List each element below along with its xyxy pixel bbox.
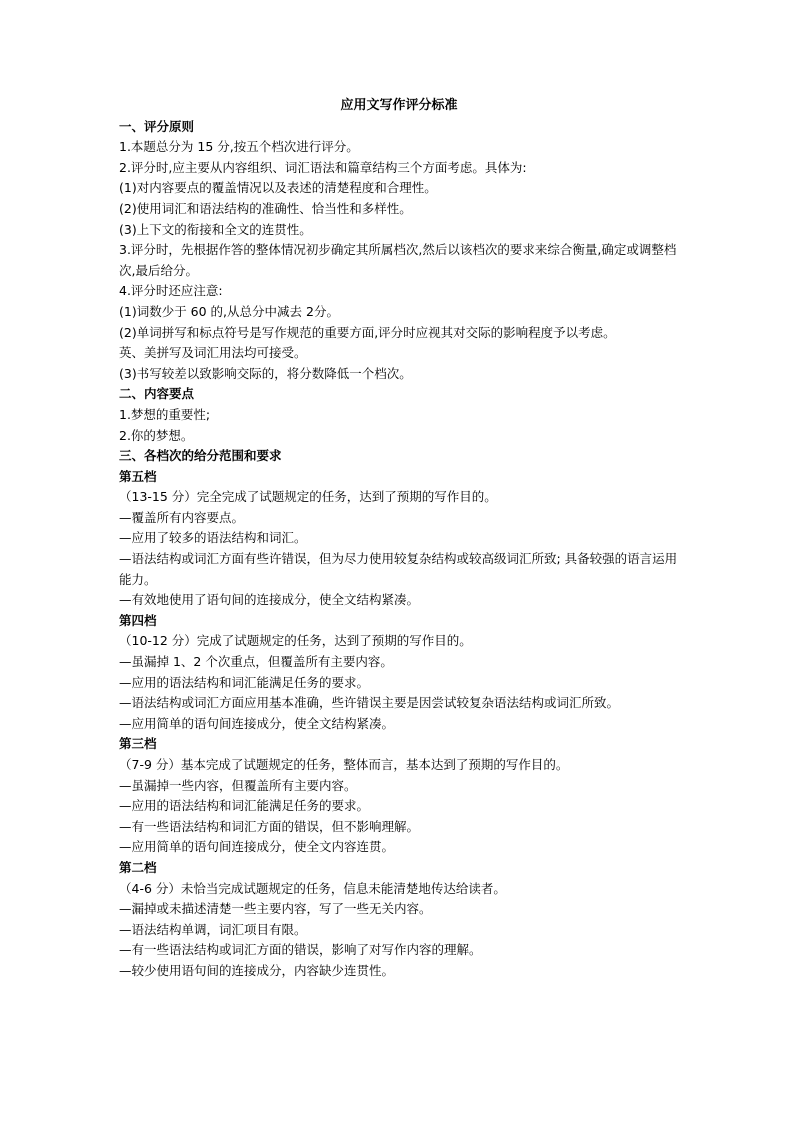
text-line: (3)上下文的衔接和全文的连贯性。 (119, 221, 312, 237)
text-line: （4-6 分）未恰当完成试题规定的任务，信息未能清楚地传达给读者。 (119, 880, 506, 896)
text-line: —有效地使用了语句间的连接成分，使全文结构紧凑。 (119, 592, 420, 608)
text-line: (1)对内容要点的覆盖情况以及表述的清楚程度和合理性。 (119, 180, 437, 196)
text-line: —漏掉或未描述清楚一些主要内容，写了一些无关内容。 (119, 901, 432, 917)
document-body (119, 117, 679, 982)
document-title: 应用文写作评分标准 (340, 98, 458, 113)
document-page (119, 96, 679, 982)
text-line: (1)词数少于 60 的,从总分中减去 2分。 (119, 303, 339, 319)
text-line: —较少使用语句间的连接成分，内容缺少连贯性。 (119, 962, 395, 978)
text-line: (2)单词拼写和标点符号是写作规范的重要方面,评分时应视其对交际的影响程度予以考虑。 (119, 324, 616, 340)
section-heading: 第四档 (119, 612, 157, 628)
text-line: 3.评分时，先根据作答的整体情况初步确定其所属档次,然后以该档次的要求来综合衡量,确定或调整档次,最后给分。 (119, 242, 677, 278)
text-line: （10-12 分）完成了试题规定的任务，达到了预期的写作目的。 (119, 633, 472, 649)
text-line: —应用简单的语句间连接成分，使全文结构紧凑。 (119, 715, 395, 731)
section-heading: 三、各档次的给分范围和要求 (119, 448, 282, 464)
text-line: —有一些语法结构和词汇方面的错误，但不影响理解。 (119, 818, 420, 834)
section-heading: 第三档 (119, 736, 157, 752)
text-line: —虽漏掉 1、2 个次重点，但覆盖所有主要内容。 (119, 654, 393, 670)
text-line: —有一些语法结构或词汇方面的错误，影响了对写作内容的理解。 (119, 942, 482, 958)
text-line: (3)书写较差以致影响交际的，将分数降低一个档次。 (119, 365, 412, 381)
section-heading: 第五档 (119, 468, 157, 484)
text-line: （7-9 分）基本完成了试题规定的任务，整体而言，基本达到了预期的写作目的。 (119, 757, 569, 772)
text-line: 1.本题总分为 15 分,按五个档次进行评分。 (119, 139, 359, 155)
text-line: —语法结构或词汇方面有些许错误，但为尽力使用较复杂结构或较高级词汇所致; 具备较强的语言运用能力。 (119, 551, 678, 587)
text-line: (2)使用词汇和语法结构的准确性、恰当性和多样性。 (119, 200, 412, 216)
text-line: —应用了较多的语法结构和词汇。 (119, 530, 307, 546)
text-line: 英、美拼写及词汇用法均可接受。 (119, 345, 307, 361)
text-line: 2.你的梦想。 (119, 427, 194, 443)
text-line: （13-15 分）完全完成了试题规定的任务，达到了预期的写作目的。 (119, 489, 497, 505)
text-line: —应用的语法结构和词汇能满足任务的要求。 (119, 798, 370, 814)
text-line: —语法结构或词汇方面应用基本准确，些许错误主要是因尝试较复杂语法结构或词汇所致。 (119, 695, 620, 711)
section-heading: 第二档 (119, 859, 157, 875)
text-line: 2.评分时,应主要从内容组织、词汇语法和篇章结构三个方面考虑。具体为: (119, 159, 527, 175)
text-line: 4.评分时还应注意: (119, 283, 223, 299)
text-line: 1.梦想的重要性; (119, 406, 211, 422)
text-line: —应用简单的语句间连接成分，使全文内容连贯。 (119, 839, 395, 855)
text-line: —虽漏掉一些内容，但覆盖所有主要内容。 (119, 777, 357, 793)
text-line: —语法结构单调，词汇项目有限。 (119, 921, 307, 937)
text-line: —覆盖所有内容要点。 (119, 509, 245, 525)
section-heading: 二、内容要点 (119, 386, 195, 402)
text-line: —应用的语法结构和词汇能满足任务的要求。 (119, 674, 370, 690)
section-heading: 一、评分原则 (119, 118, 195, 134)
